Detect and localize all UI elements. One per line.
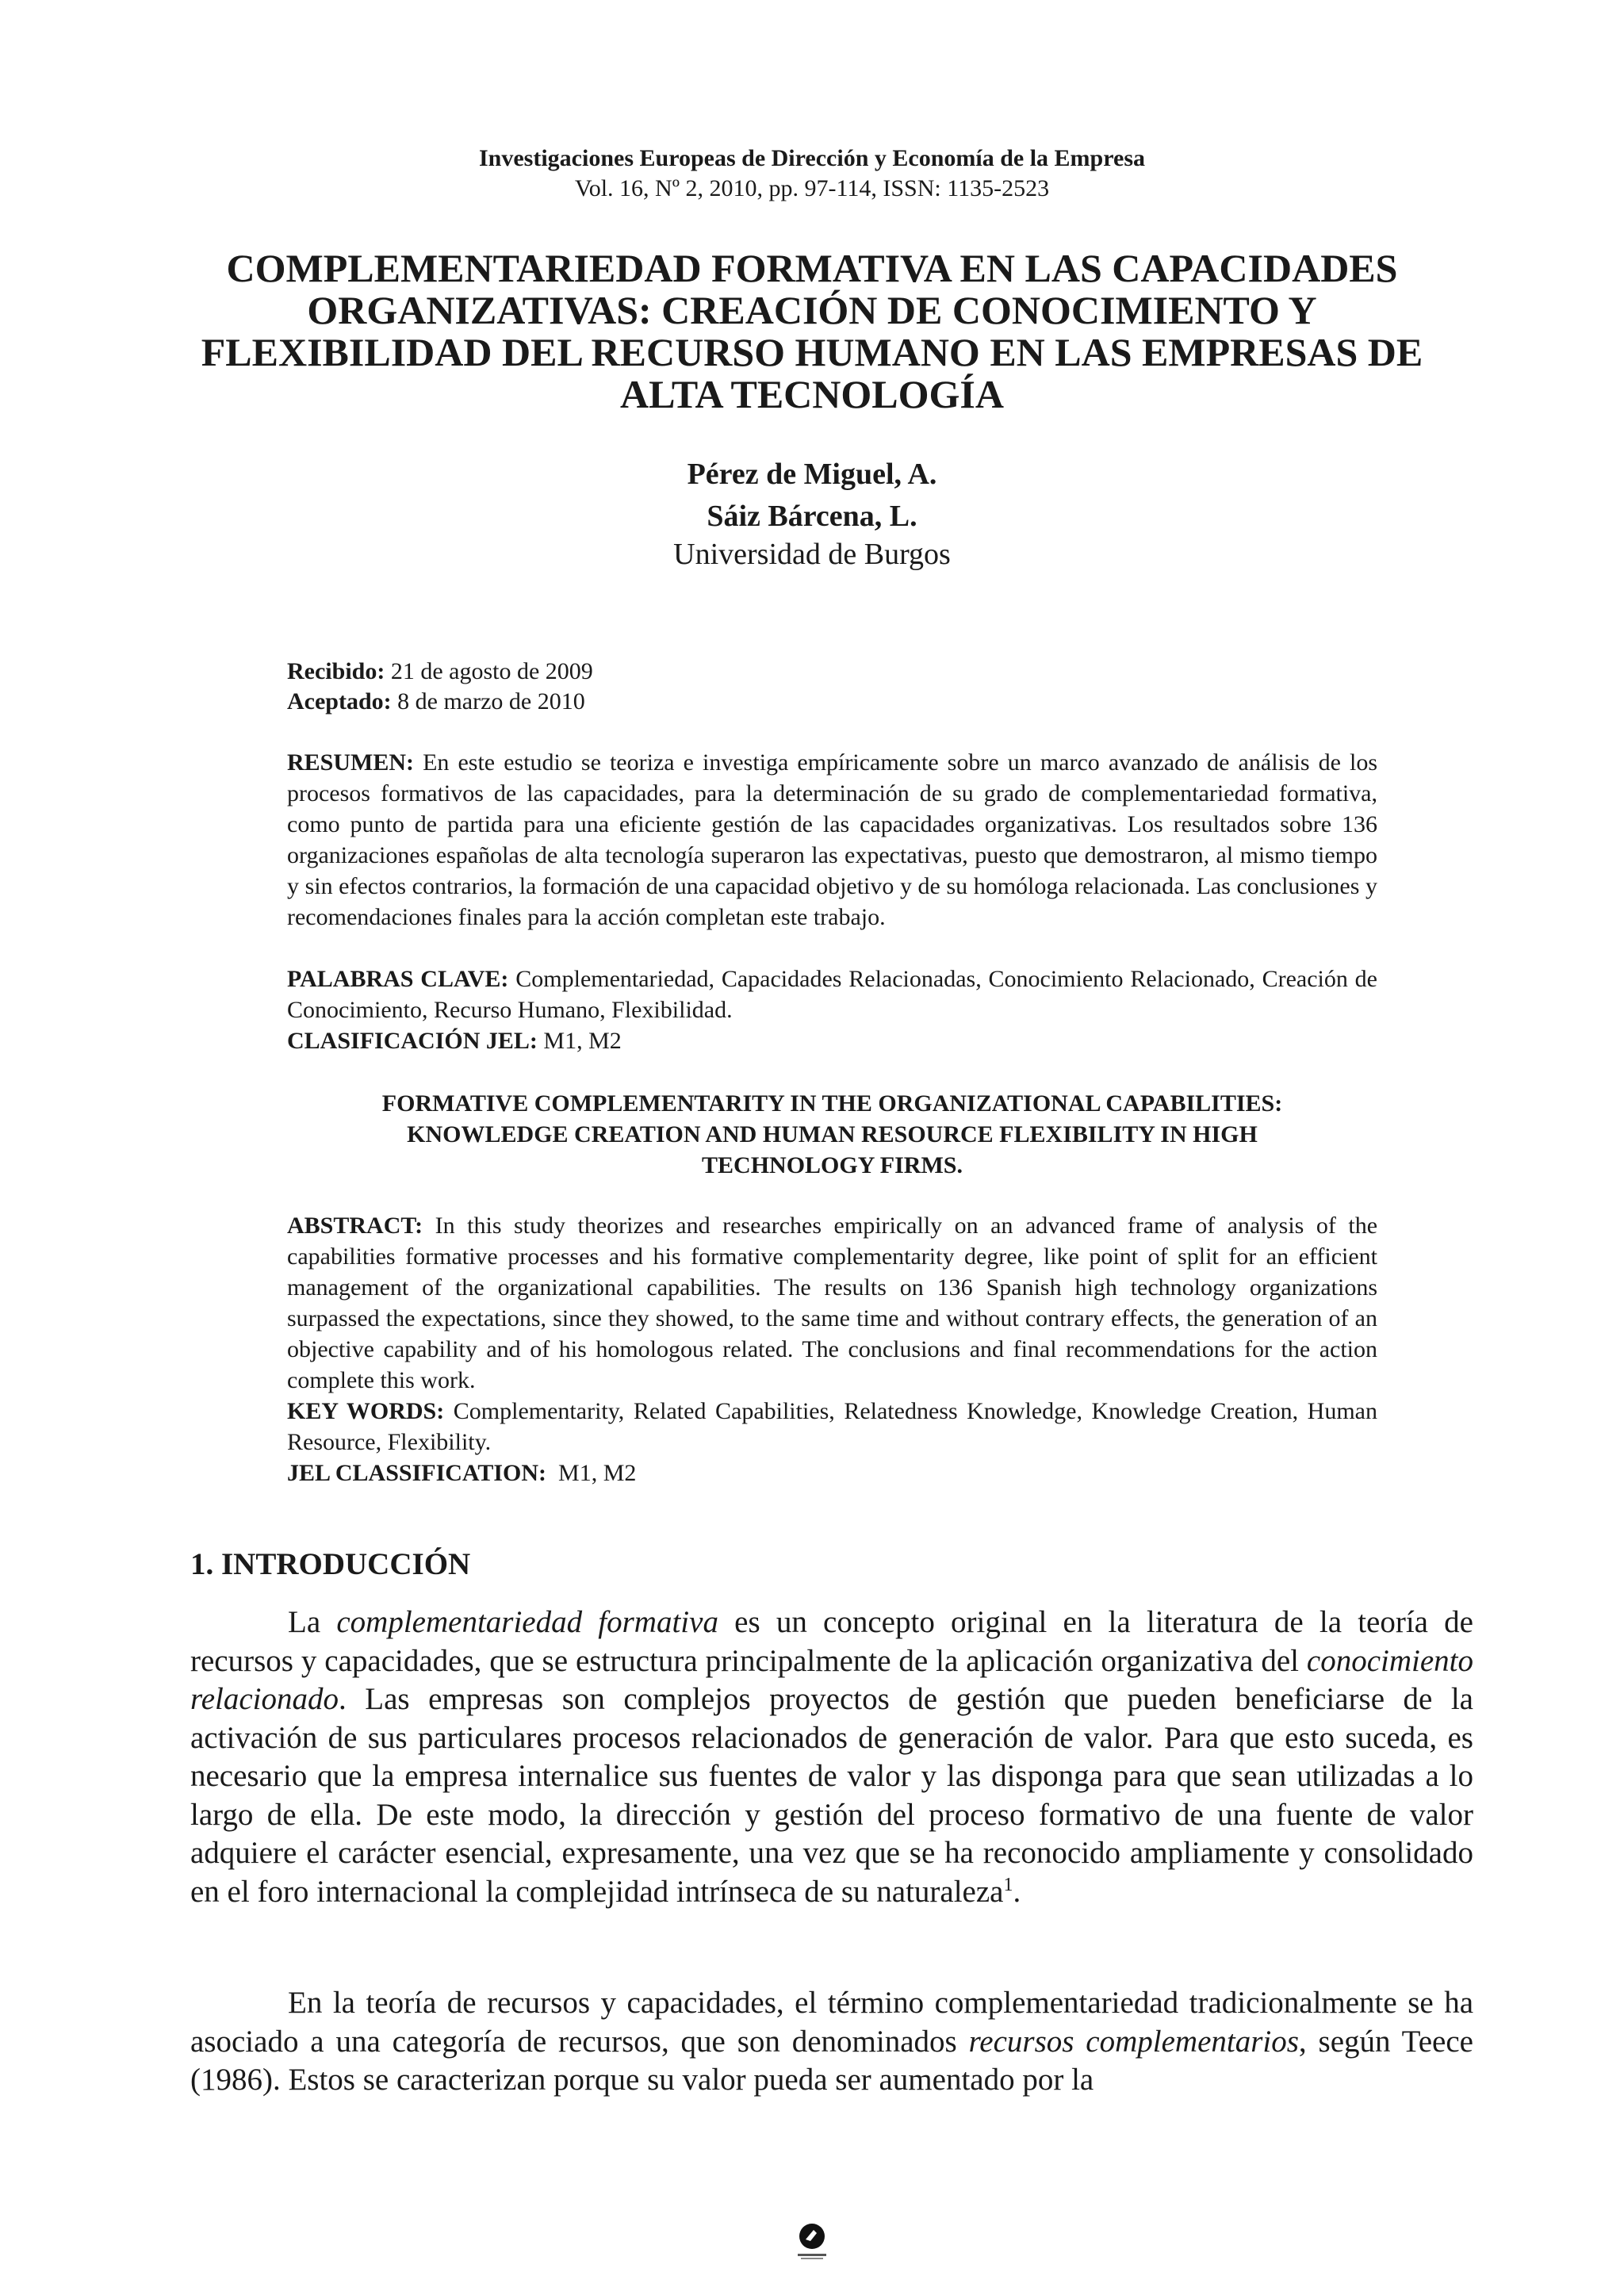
para-emphasis: conocimiento relacionado (190, 1643, 1473, 1716)
abstract-label: ABSTRACT: (287, 1213, 423, 1239)
para-emphasis: complementariedad formativa (336, 1605, 718, 1639)
english-title-line: FORMATIVE COMPLEMENTARITY IN THE ORGANIZATIONAL CAPABILITIES: (381, 1090, 1283, 1117)
palabras-clave-text: Complementariedad, Capacidades Relacionadas, Conocimiento Relacionado, Creación de Conocimiento, Recurso Humano, Flexibilidad. (287, 966, 1377, 1023)
clasificacion-jel-label: CLASIFICACIÓN JEL: (287, 1028, 538, 1054)
title-line: ORGANIZATIVAS: CREACIÓN DE CONOCIMIENTO Y (307, 288, 1317, 332)
key-words (287, 1396, 1377, 1458)
english-title-line: KNOWLEDGE CREATION AND HUMAN RESOURCE FLEXIBILITY IN HIGH (407, 1121, 1258, 1147)
accepted-date (287, 688, 585, 715)
journal-logo-icon (790, 2219, 834, 2263)
received-label: Recibido: (287, 658, 385, 684)
received-date (287, 658, 593, 685)
title-line: FLEXIBILIDAD DEL RECURSO HUMANO EN LAS EMPRESAS DE (201, 330, 1423, 374)
abstract (287, 1210, 1377, 1396)
para-text: En la teoría de recursos y capacidades, el término complementariedad tradicionalmente se ha asociado a una categoría de recursos, que son denominados (190, 1986, 1473, 2059)
para-text: La (288, 1605, 337, 1639)
para-emphasis: recursos complementarios (968, 2024, 1299, 2059)
paper-title (159, 247, 1465, 416)
body-paragraph (190, 1984, 1473, 2100)
jel-classification-text: M1, M2 (558, 1460, 637, 1486)
palabras-clave-label: PALABRAS CLAVE: (287, 966, 509, 992)
english-title-line: TECHNOLOGY FIRMS. (702, 1152, 963, 1178)
jel-classification-label: JEL CLASSIFICATION: (287, 1460, 547, 1486)
author-name: Sáiz Bárcena, L. (707, 500, 917, 533)
journal-name: Investigaciones Europeas de Dirección y Economía de la Empresa (479, 145, 1145, 171)
title-line: COMPLEMENTARIEDAD FORMATIVA EN LAS CAPACIDADES (226, 246, 1398, 290)
accepted-value: 8 de marzo de 2010 (397, 688, 585, 715)
clasificacion-jel-text: M1, M2 (543, 1028, 622, 1054)
palabras-clave (287, 964, 1377, 1025)
resumen-text: En este estudio se teoriza e investiga empíricamente sobre un marco avanzado de análisis de los procesos formativos de las capacidades, para la determinación de su grado de complementariedad formativa, como punto de partida para una eficiente gestión de las capacidades organizativas. Los resultados sobre 136 organizaciones españolas de alta tecnología superaron las expectativas, puesto que demostraron, al mismo tiempo y sin efectos contrarios, la formación de una capacidad objetivo y de su homóloga relacionada. Las conclusiones y recomendaciones finales para la acción completan este trabajo. (287, 749, 1378, 930)
author-name: Pérez de Miguel, A. (687, 458, 937, 491)
accepted-label: Aceptado: (287, 688, 392, 715)
key-words-label: KEY WORDS: (287, 1398, 445, 1424)
section-heading: 1. INTRODUCCIÓN (190, 1547, 471, 1581)
body-paragraph (190, 1603, 1473, 1911)
received-value: 21 de agosto de 2009 (390, 658, 593, 684)
affiliation: Universidad de Burgos (673, 538, 951, 571)
clasificacion-jel (287, 1025, 1377, 1056)
key-words-text: Complementarity, Related Capabilities, Relatedness Knowledge, Knowledge Creation, Human Resource, Flexibility. (287, 1398, 1377, 1455)
journal-volume-line: Vol. 16, Nº 2, 2010, pp. 97-114, ISSN: 1135-2523 (574, 175, 1050, 201)
jel-classification (287, 1458, 1377, 1488)
abstract-text: In this study theorizes and researches empirically on an advanced frame of analysis of the capabilities formative processes and his formative complementarity degree, like point of split for an efficient management of the organizational capabilities. The results on 136 Spanish high technology organizations surpassed the expectations, since they showed, to the same time and without contrary effects, the generation of an objective capability and of his homologous related. The conclusions and final recommendations for the action complete this work. (287, 1213, 1378, 1393)
resumen-label: RESUMEN: (287, 749, 415, 776)
para-text: es un concepto original en la literatura de la teoría de recursos y capacidades, que se estructura principalmente de la aplicación organizativa del (190, 1605, 1473, 1678)
resumen (287, 747, 1377, 933)
para-text: . (1013, 1874, 1021, 1909)
title-line: ALTA TECNOLOGÍA (620, 372, 1004, 416)
para-text: , según Teece (1986). Estos se caracterizan porque su valor pueda ser aumentado por la (190, 2024, 1473, 2097)
para-text: . Las empresas son complejos proyectos de gestión que pueden beneficiarse de la activación de sus particulares procesos relacionados de generación de valor. Para que esto suceda, es necesario que la empresa internalice sus fuentes de valor y las disponga para que sean utilizadas a lo largo de ella. De este modo, la dirección y gestión del proceso formativo de una fuente de valor adquiere el carácter esencial, expresamente, una vez que se ha reconocido ampliamente y consolidado en el foro internacional la complejidad intrínseca de su naturaleza (190, 1682, 1473, 1909)
english-title (287, 1088, 1377, 1181)
footnote-marker[interactable]: 1 (1003, 1874, 1013, 1895)
